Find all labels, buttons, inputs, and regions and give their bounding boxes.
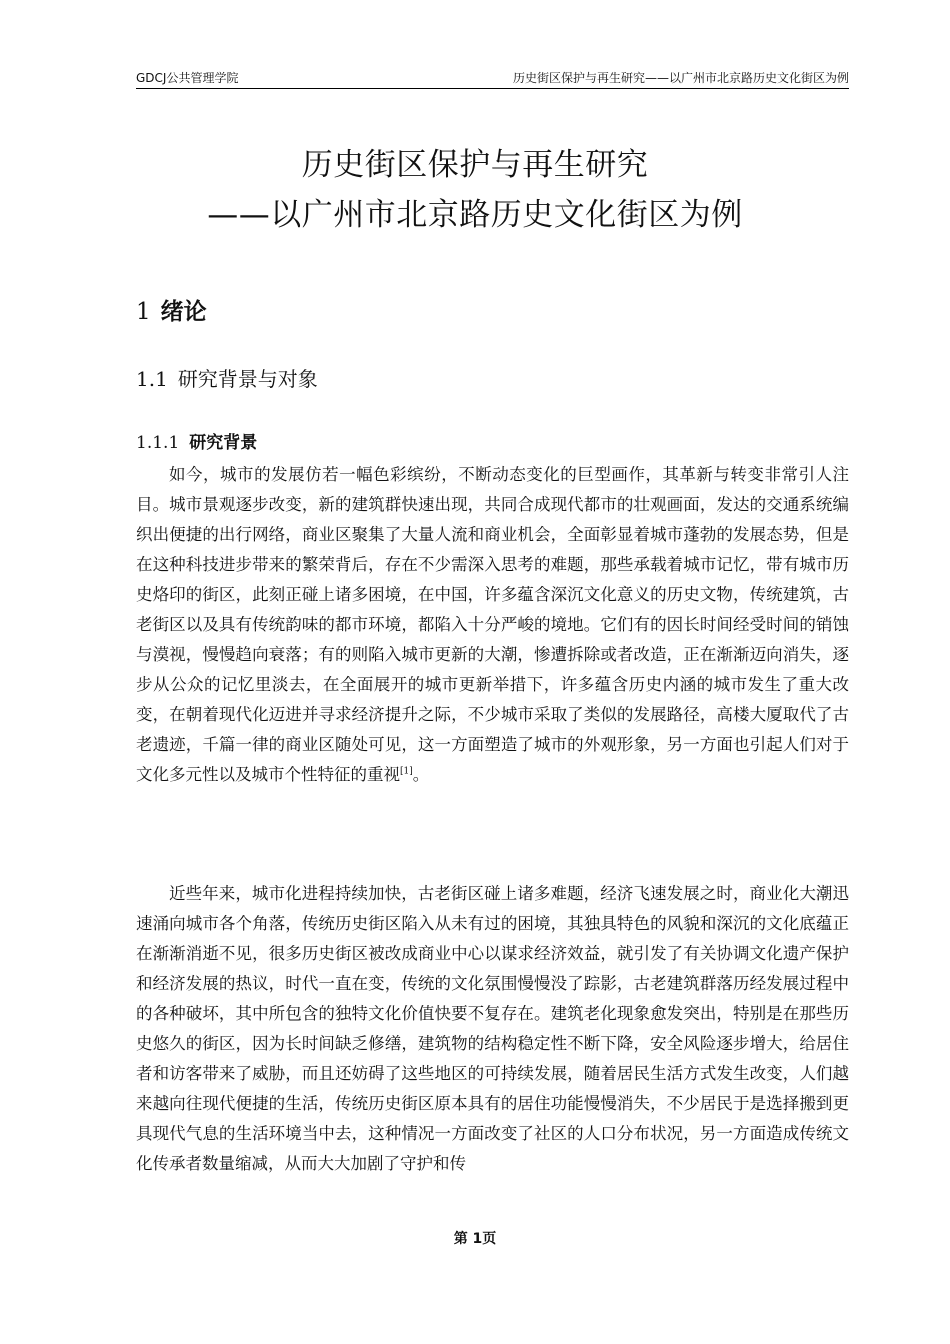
body-paragraph-1 — [136, 460, 849, 790]
section-title: 研究背景 — [189, 433, 258, 453]
header-paper-title: 历史街区保护与再生研究——以广州市北京路历史文化街区为例 — [512, 71, 849, 85]
header-institution: GDCJ公共管理学院 — [136, 71, 239, 85]
section-number: 1.1.1 — [136, 433, 180, 453]
paragraph-text: 近些年来，城市化进程持续加快，古老街区碰上诸多难题，经济飞速发展之时，商业化大潮迅速涌向城市各个角落，传统历史街区陷入从未有过的困境，其独具特色的风貌和深沉的文化底蕴正在渐渐消逝不见，很多历史街区被改成商业中心以谋求经济效益，就引发了有关协调文化遗产保护和经济发展的热议，时代一直在变，传统的文化氛围慢慢没了踪影，古老建筑群落历经发展过程中的各种破坏，其中所包含的独特文化价值快要不复存在。建筑老化现象愈发突出，特别是在那些历史悠久的街区，因为长时间缺乏修缮，建筑物的结构稳定性不断下降，安全风险逐步增大，给居住者和访客带来了威胁，而且还妨碍了这些地区的可持续发展，随着居民生活方式发生改变，人们越来越向往现代便捷的生活，传统历史街区原本具有的居住功能慢慢消失，不少居民于是选择搬到更具现代气息的生活环境当中去，这种情况一方面改变了社区的人口分布状况，另一方面造成传统文化传承者数量缩减，从而大大加剧了守护和传 — [136, 884, 849, 1173]
section-heading-1-1 — [136, 364, 318, 394]
paragraph-end: 。 — [412, 765, 430, 784]
section-heading-1-1-1 — [136, 430, 257, 456]
section-heading-1 — [136, 296, 207, 328]
section-number: 1.1 — [136, 367, 168, 391]
paper-title: 历史街区保护与再生研究 — [301, 147, 649, 183]
section-number: 1 — [136, 299, 151, 325]
section-title: 绪论 — [160, 299, 207, 325]
body-paragraph-2 — [136, 879, 849, 1179]
paper-subtitle: ——以广州市北京路历史文化街区为例 — [207, 197, 743, 233]
running-header — [136, 68, 849, 89]
citation-ref: [1] — [400, 766, 413, 777]
paragraph-text: 如今，城市的发展仿若一幅色彩缤纷，不断动态变化的巨型画作，其革新与转变非常引人注目。城市景观逐步改变，新的建筑群快速出现，共同合成现代都市的壮观画面，发达的交通系统编织出便捷的出行网络，商业区聚集了大量人流和商业机会，全面彰显着城市蓬勃的发展态势，但是在这种科技进步带来的繁荣背后，存在不少需深入思考的难题，那些承载着城市记忆，带有城市历史烙印的街区，此刻正碰上诸多困境，在中国，许多蕴含深沉文化意义的历史文物，传统建筑，古老街区以及具有传统韵味的都市环境，都陷入十分严峻的境地。它们有的因长时间经受时间的销蚀与漠视，慢慢趋向衰落；有的则陷入城市更新的大潮，惨遭拆除或者改造，正在渐渐迈向消失，逐步从公众的记忆里淡去，在全面展开的城市更新举措下，许多蕴含历史内涵的城市发生了重大改变，在朝着现代化迈进并寻求经济提升之际，不少城市采取了类似的发展路径，高楼大厦取代了古老遗迹，千篇一律的商业区随处可见，这一方面塑造了城市的外观形象，另一方面也引起人们对于文化多元性以及城市个性特征的重视 — [136, 465, 849, 784]
section-title: 研究背景与对象 — [177, 367, 318, 391]
page-number: 第 1页 — [453, 1231, 497, 1247]
